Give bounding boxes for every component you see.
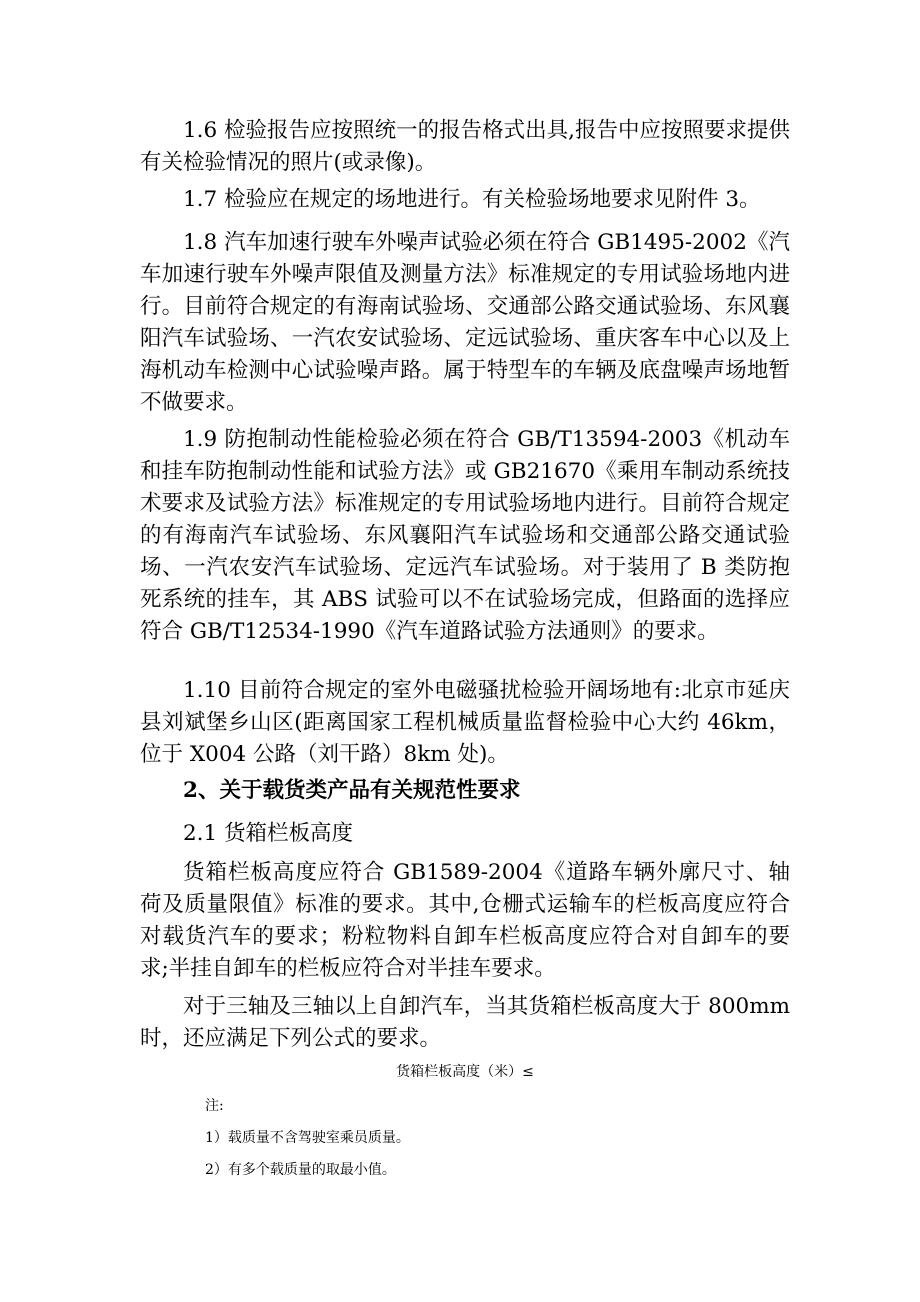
section-heading-2: 2、关于载货类产品有关规范性要求 [183,778,521,803]
paragraph-2-1-body: 货箱栏板高度应符合 GB1589-2004《道路车辆外廓尺寸、轴荷及质量限值》标准的要求。其中,仓栅式运输车的栏板高度应符合对载货汽车的要求；粉粒物料自卸车栏板高度应符合对自卸车的要求;半挂自卸车的栏板应符合对半挂车要求。 [140,860,790,981]
paragraph-1-7: 1.7 检验应在规定的场地进行。有关检验场地要求见附件 3。 [183,187,761,212]
note-item-1: 1）载质量不含驾驶室乘员质量。 [205,1130,410,1146]
note-item-2: 2）有多个载质量的取最小值。 [205,1162,396,1178]
paragraph-1-9: 1.9 防抱制动性能检验必须在符合 GB/T13594-2003《机动车和挂车防抱制动性能和试验方法》或 GB21670《乘用车制动系统技术要求及试验方法》标准规定的专用试验场地内进行。目前符合规定的有海南汽车试验场、东风襄阳汽车试验场和交通部公路交通试验场、一汽农安汽车试验场、定远汽车试验场。对于装用了 B 类防抱死系统的挂车，其 ABS 试验可以不在试验场完成，但路面的选择应符合 GB/T12534-1990《汽车道路试验方法通则》的要求。 [140,427,790,644]
paragraph-1-10: 1.10 目前符合规定的室外电磁骚扰检验开阔场地有:北京市延庆县刘斌堡乡山区(距离国家工程机械质量监督检验中心大约 46km，位于 X004 公路（刘干路）8km 处)。 [140,678,790,767]
paragraph-1-6: 1.6 检验报告应按照统一的报告格式出具,报告中应按照要求提供有关检验情况的照片(或录像)。 [140,118,790,175]
formula-line: 货箱栏板高度（米）≤ [396,1064,534,1080]
note-title: 注: [205,1098,224,1114]
paragraph-2-1-three-axle: 对于三轴及三轴以上自卸汽车，当其货箱栏板高度大于 800mm 时，还应满足下列公式的要求。 [140,994,790,1051]
paragraph-1-8: 1.8 汽车加速行驶车外噪声试验必须在符合 GB1495-2002《汽车加速行驶车外噪声限值及测量方法》标准规定的专用试验场地内进行。目前符合规定的有海南试验场、交通部公路交通试验场、东风襄阳汽车试验场、一汽农安试验场、定远试验场、重庆客车中心以及上海机动车检测中心试验噪声路。属于特型车的车辆及底盘噪声场地暂不做要求。 [140,230,790,415]
subsection-heading-2-1: 2.1 货箱栏板高度 [183,821,354,846]
